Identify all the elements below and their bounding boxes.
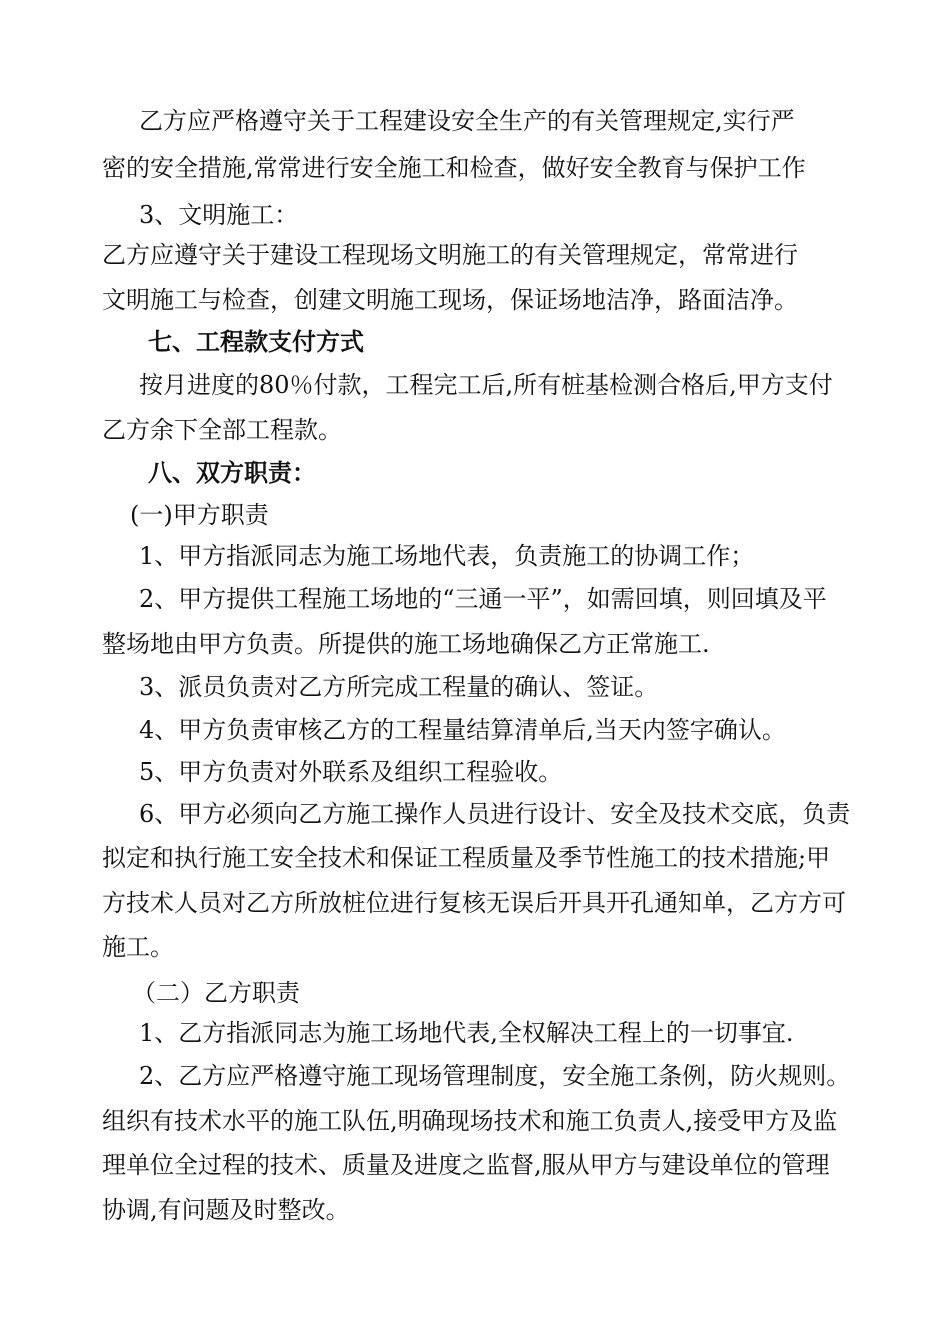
list-item: 2、甲方提供工程施工场地的“三通一平”，如需回填，则回填及平	[139, 585, 827, 613]
list-item: 4、甲方负责审核乙方的工程量结算清单后,当天内签字确认。	[139, 716, 786, 744]
subsection-heading-party-b: （二）乙方职责	[132, 979, 300, 1007]
list-item-continuation: 整场地由甲方负责。所提供的施工场地确保乙方正常施工.	[102, 630, 710, 658]
list-item-continuation: 协调,有问题及时整改。	[102, 1196, 350, 1224]
paragraph-line-7: 按月进度的80％付款，工程完工后,所有桩基检测合格后,甲方支付	[139, 371, 833, 399]
paragraph-line-2: 密的安全措施,常常进行安全施工和检查，做好安全教育与保护工作	[102, 154, 806, 182]
paragraph-line-8: 乙方余下全部工程款。	[102, 416, 342, 444]
list-item: 3、派员负责对乙方所完成工程量的确认、签证。	[139, 673, 659, 701]
section-heading-8: 八、双方职责：	[148, 458, 316, 487]
list-item-continuation: 拟定和执行施工安全技术和保证工程质量及季节性施工的技术措施;甲	[102, 844, 831, 872]
paragraph-line-4: 乙方应遵守关于建设工程现场文明施工的有关管理规定，常常进行	[102, 241, 798, 269]
list-item-continuation: 组织有技术水平的施工队伍,明确现场技术和施工负责人,接受甲方及监	[102, 1107, 838, 1135]
list-item: 2、乙方应严格遵守施工现场管理制度，安全施工条例，防火规则。	[139, 1062, 851, 1090]
list-item-continuation: 理单位全过程的技术、质量及进度之监督,服从甲方与建设单位的管理	[102, 1151, 830, 1179]
list-item: 6、甲方必须向乙方施工操作人员进行设计、安全及技术交底，负责	[139, 800, 851, 828]
subsection-heading-party-a: (一)甲方职责	[130, 501, 269, 529]
list-item-continuation: 施工。	[102, 933, 174, 961]
list-item: 1、乙方指派同志为施工场地代表,全权解决工程上的一切事宜.	[139, 1019, 794, 1047]
paragraph-line-5: 文明施工与检查，创建文明施工现场，保证场地洁净，路面洁净。	[102, 286, 798, 314]
list-item: 5、甲方负责对外联系及组织工程验收。	[139, 758, 563, 786]
section-heading-7: 七、工程款支付方式	[148, 327, 364, 356]
list-item: 1、甲方指派同志为施工场地代表，负责施工的协调工作；	[139, 542, 755, 570]
section-item-3: 3、文明施工：	[139, 201, 299, 229]
list-item-continuation: 方技术人员对乙方所放桩位进行复核无误后开具开孔通知单，乙方方可	[102, 889, 846, 917]
paragraph-line-1: 乙方应严格遵守关于工程建设安全生产的有关管理规定,实行严	[139, 107, 795, 135]
